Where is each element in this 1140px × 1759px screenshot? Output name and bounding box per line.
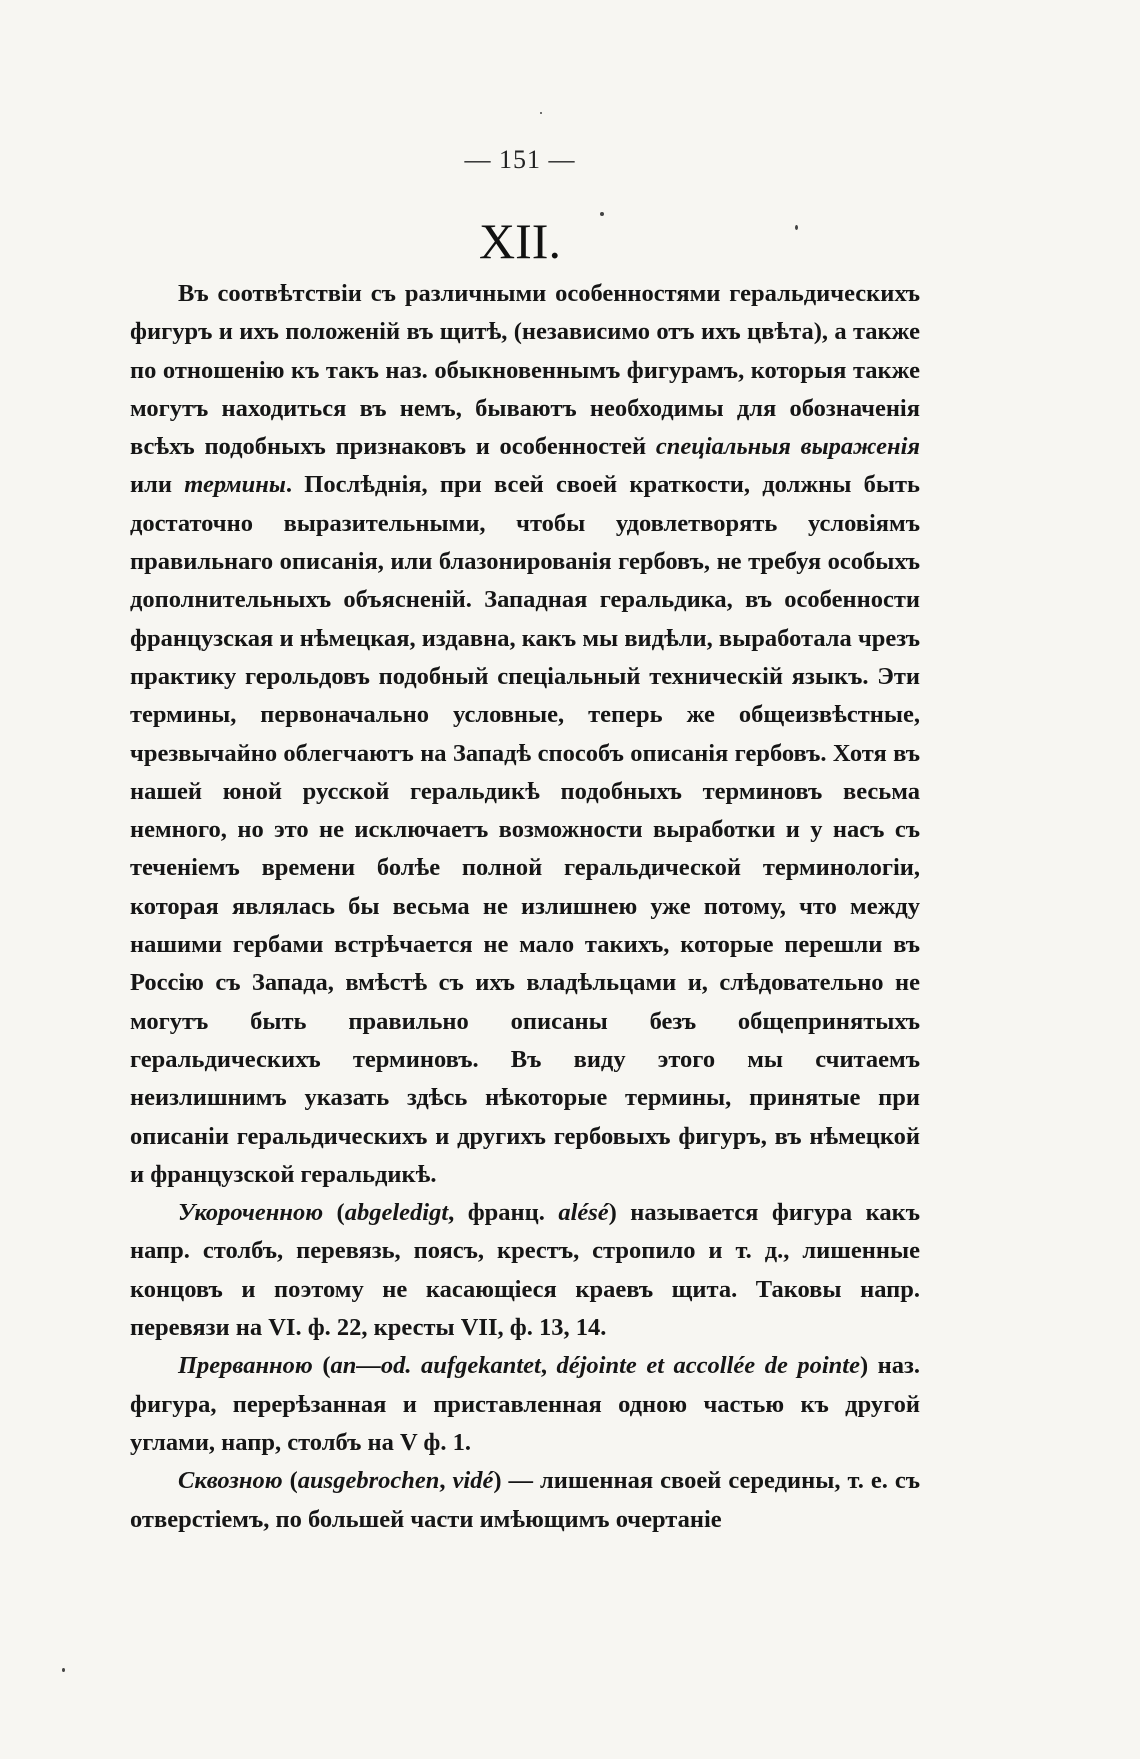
scan-speck <box>540 112 542 114</box>
p2-text-b: ( <box>323 1199 345 1227</box>
chapter-heading: XII. <box>479 213 561 269</box>
p1-term-special: спеціальныя выраженія <box>655 433 920 461</box>
p2-text-f: ) называется фигура какъ напр. столбъ, перевязь, поясъ, крестъ, стропило и т. д., лишенные концовъ и поэтому не касающіеся краевъ щита. Таковы напр. перевязи на VI. ф. 22, кресты VII, ф. 13, 14. <box>130 1199 921 1342</box>
p1-term-terms: термины <box>184 471 286 499</box>
paragraph-4 <box>130 1462 920 1539</box>
paragraph-3 <box>130 1347 920 1462</box>
p3-text-b: ( <box>312 1352 331 1380</box>
p1-text-a: Въ соотвѣтствіи съ различными особенностями геральдическихъ фигуръ и ихъ положеній въ щитѣ, (независимо отъ ихъ цвѣта), а также по отношенію къ такъ наз. обыкновеннымъ фигурамъ, которыя также могутъ находиться въ немъ, бываютъ необходимы для обозначенія всѣхъ подобныхъ признаковъ и особенностей <box>130 280 920 461</box>
p3-german: an—od. aufgekantet <box>330 1352 541 1380</box>
scan-speck <box>600 212 604 216</box>
p2-german: abgeledigt <box>344 1199 449 1227</box>
p3-text-d: , <box>540 1352 557 1380</box>
p4-german: ausgebrochen <box>297 1467 440 1495</box>
page-number: — 151 — <box>464 145 576 174</box>
p3-text-f: ) наз. фигура, перерѣзанная и приставленная одною частью къ другой углами, напр, столбъ на V ф. 1. <box>130 1352 920 1456</box>
paragraph-1 <box>130 275 920 1194</box>
p4-text-b: ( <box>282 1467 298 1495</box>
p4-text-f: ) — лишенная своей середины, т. е. съ отверстіемъ, по большей части имѣющимъ очертаніе <box>130 1467 920 1533</box>
p4-french: vidé <box>452 1467 494 1495</box>
p4-term: Сквозною <box>178 1467 283 1495</box>
p3-french: déjointe et accollée de pointe <box>556 1352 860 1380</box>
scan-speck <box>795 225 798 230</box>
p4-text-d: , <box>439 1467 453 1495</box>
p1-text-c: или <box>130 471 185 499</box>
scan-speck <box>62 1668 65 1672</box>
body-text <box>130 275 920 1539</box>
p1-text-e: . Послѣднія, при всей своей краткости, должны быть достаточно выразительными, чтобы удовлетворять условіямъ правильнаго описанія, или блазонированія гербовъ, не требуя особыхъ дополнительныхъ объясненій. Западная геральдика, въ особенности французская и нѣмецкая, издавна, какъ мы видѣли, выработала чрезъ практику герольдовъ подобный спеціальный техническій языкъ. Эти термины, первоначально условные, теперь же общеизвѣстные, чрезвычайно облегчаютъ на Западѣ способъ описанія гербовъ. Хотя въ нашей юной русской геральдикѣ подобныхъ терминовъ весьма немного, но это не исключаетъ возможности выработки и у насъ съ теченіемъ времени болѣе полной геральдической терминологіи, которая являлась бы весьма не излишнею уже потому, что между нашими гербами встрѣчается не мало такихъ, которые перешли въ Россію съ Запада, вмѣстѣ съ ихъ владѣльцами и, слѣдовательно не могутъ быть правильно описаны безъ общепринятыхъ геральдическихъ терминовъ. Въ виду этого мы считаемъ неизлишнимъ указать здѣсь нѣкоторые термины, принятые при описаніи геральдическихъ и другихъ гербовыхъ фигуръ, въ нѣмецкой и французской геральдикѣ. <box>130 471 920 1188</box>
p3-term: Прерванною <box>178 1352 313 1380</box>
p2-french: alésé <box>558 1199 609 1227</box>
p2-term: Укороченною <box>178 1199 324 1227</box>
p2-text-d: , франц. <box>448 1199 559 1227</box>
paragraph-2 <box>130 1194 920 1347</box>
